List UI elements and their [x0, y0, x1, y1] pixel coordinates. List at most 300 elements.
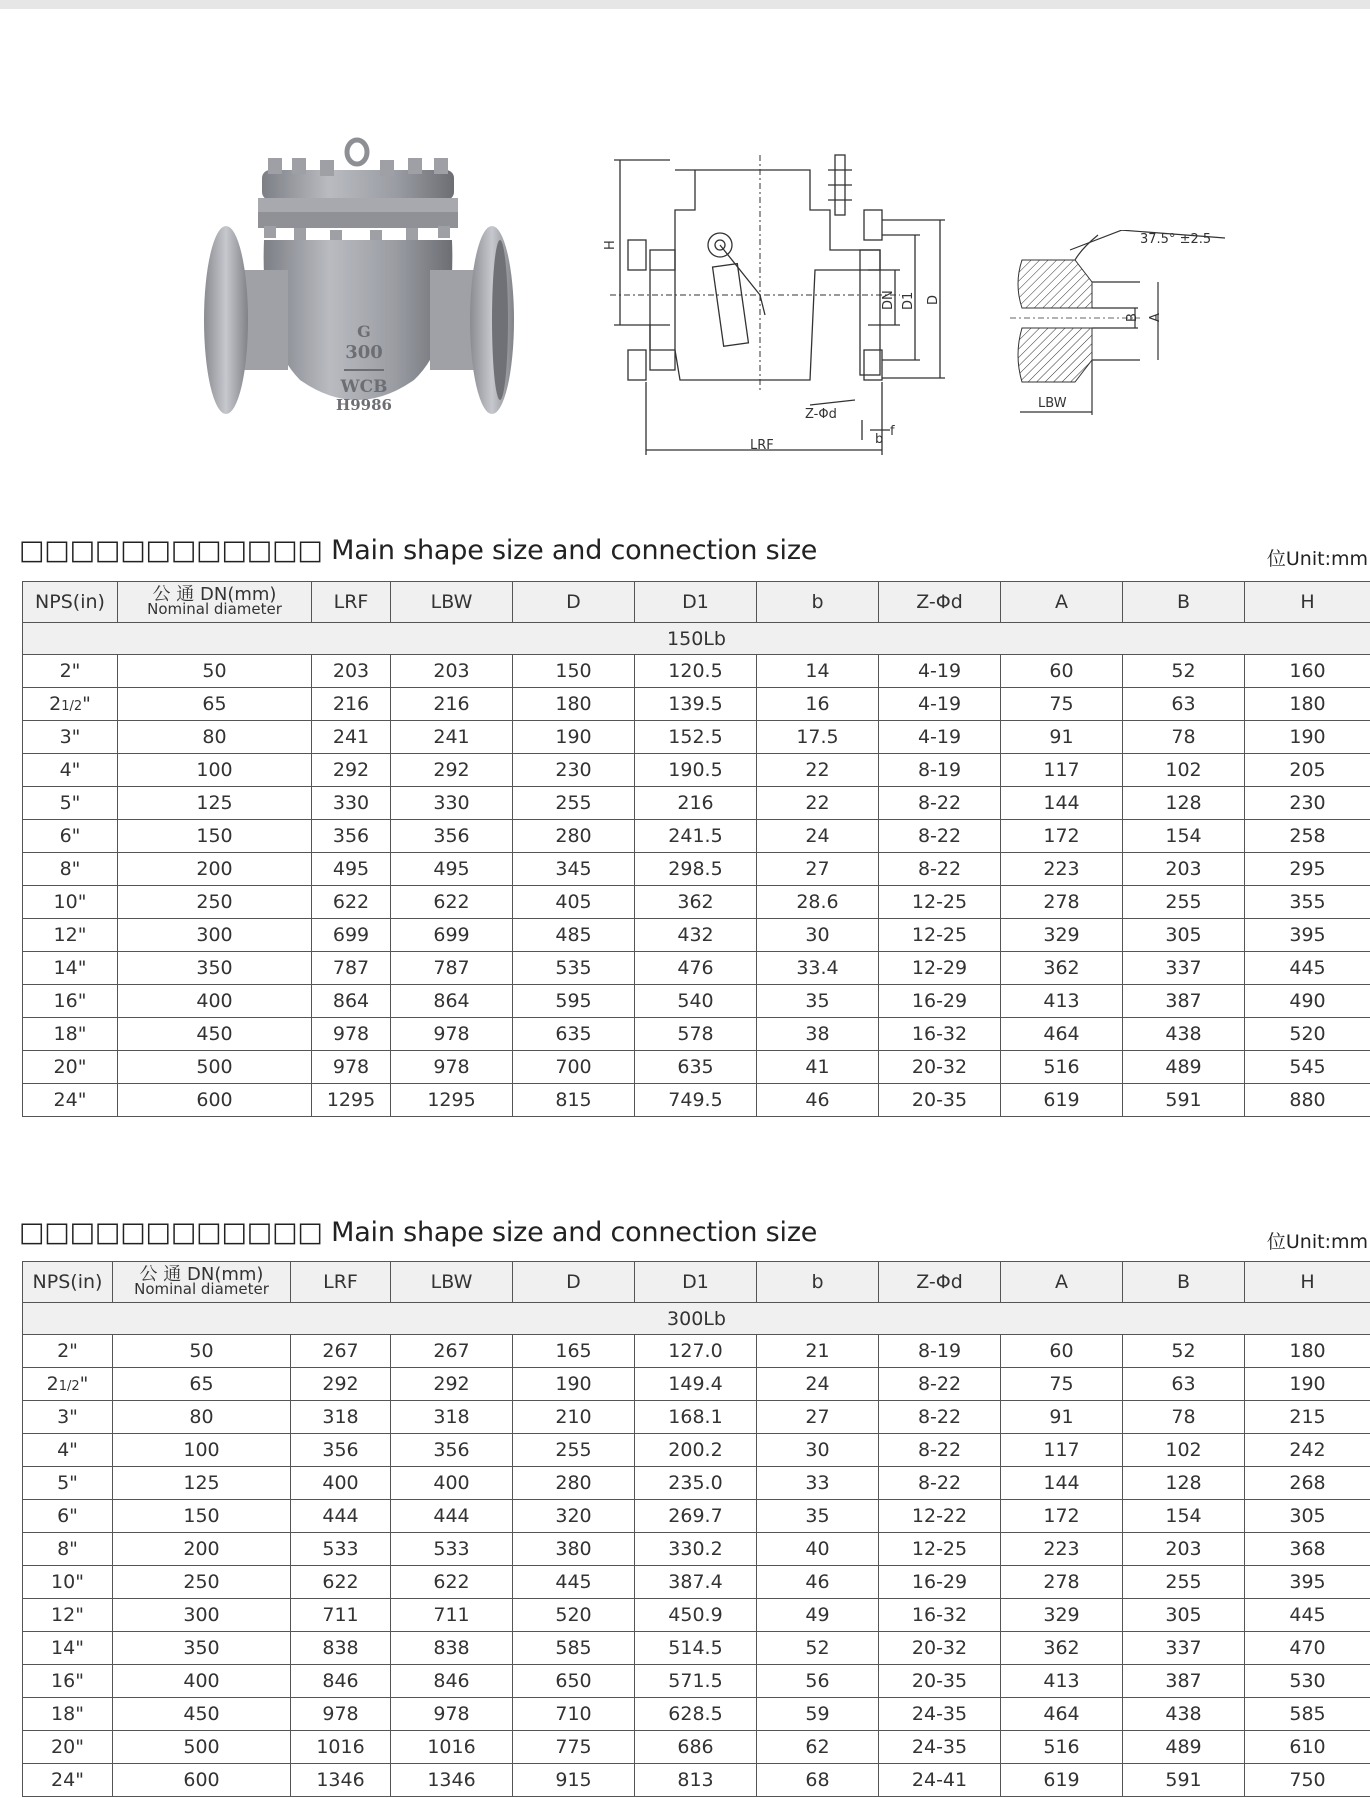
cell-b: 22 — [757, 787, 879, 820]
cell-d1: 450.9 — [635, 1599, 757, 1632]
cell-zphid: 12-25 — [879, 1533, 1001, 1566]
cell-h: 545 — [1245, 1051, 1370, 1084]
header-d: D — [513, 1262, 635, 1303]
cell-lbw: 787 — [391, 952, 513, 985]
cell-a: 464 — [1001, 1698, 1123, 1731]
cell-bb: 337 — [1123, 952, 1245, 985]
cell-nps: 16" — [23, 1665, 113, 1698]
cell-zphid: 16-29 — [879, 985, 1001, 1018]
cell-bb: 255 — [1123, 886, 1245, 919]
cell-lbw: 978 — [391, 1051, 513, 1084]
header-dn-line2: Nominal diameter — [147, 600, 282, 618]
cell-b: 22 — [757, 754, 879, 787]
cell-bb: 489 — [1123, 1731, 1245, 1764]
cell-nps: 4" — [23, 754, 118, 787]
cell-d: 535 — [513, 952, 635, 985]
table-row — [23, 1051, 1370, 1084]
cell-dn: 150 — [113, 1500, 291, 1533]
header-zphid: Z-Φd — [879, 582, 1001, 623]
cell-lrf: 864 — [312, 985, 391, 1018]
cell-h: 190 — [1245, 1368, 1370, 1401]
cell-nps: 21/2" — [23, 1368, 113, 1401]
cell-nps: 12" — [23, 1599, 113, 1632]
header-lrf: LRF — [312, 582, 391, 623]
cell-lbw: 267 — [391, 1335, 513, 1368]
cell-d1: 200.2 — [635, 1434, 757, 1467]
cell-zphid: 20-35 — [879, 1665, 1001, 1698]
cell-b: 16 — [757, 688, 879, 721]
cell-lbw: 292 — [391, 1368, 513, 1401]
cell-zphid: 4-19 — [879, 721, 1001, 754]
cell-lrf: 533 — [291, 1533, 391, 1566]
dim-label-f: f — [890, 424, 895, 439]
pressure-class-label: 300Lb — [23, 1303, 1370, 1335]
spec-table-300lb — [22, 1261, 1370, 1797]
cell-nps: 18" — [23, 1698, 113, 1731]
cell-d: 230 — [513, 754, 635, 787]
cell-d: 210 — [513, 1401, 635, 1434]
cell-d1: 476 — [635, 952, 757, 985]
cell-b: 38 — [757, 1018, 879, 1051]
dim-label-b: b — [875, 432, 884, 447]
cell-a: 619 — [1001, 1764, 1123, 1797]
cell-lrf: 846 — [291, 1665, 391, 1698]
cell-a: 516 — [1001, 1051, 1123, 1084]
cell-lrf: 330 — [312, 787, 391, 820]
table-row — [23, 1764, 1370, 1797]
cell-zphid: 8-22 — [879, 853, 1001, 886]
cell-d: 595 — [513, 985, 635, 1018]
cell-a: 117 — [1001, 754, 1123, 787]
header-dn — [118, 582, 312, 623]
dim-label-b-bore: B — [1125, 313, 1140, 322]
cell-d: 700 — [513, 1051, 635, 1084]
header-dn — [113, 1262, 291, 1303]
cell-b: 56 — [757, 1665, 879, 1698]
cell-bb: 102 — [1123, 754, 1245, 787]
valve-section-drawing — [600, 150, 960, 480]
dim-label-lrf: LRF — [750, 438, 774, 453]
cell-lbw: 444 — [391, 1500, 513, 1533]
table-row — [23, 1434, 1370, 1467]
weld-end-detail — [1010, 230, 1250, 430]
header-d: D — [513, 582, 635, 623]
valve-photo — [200, 130, 540, 480]
cell-d: 485 — [513, 919, 635, 952]
header-lbw: LBW — [391, 1262, 513, 1303]
cell-bb: 387 — [1123, 985, 1245, 1018]
cell-h: 258 — [1245, 820, 1370, 853]
header-a: A — [1001, 1262, 1123, 1303]
dim-label-d1: D1 — [901, 291, 916, 310]
cell-a: 464 — [1001, 1018, 1123, 1051]
cell-lrf: 292 — [312, 754, 391, 787]
cell-a: 223 — [1001, 853, 1123, 886]
cell-dn: 200 — [118, 853, 312, 886]
cell-dn: 450 — [113, 1698, 291, 1731]
cell-lbw: 203 — [391, 655, 513, 688]
cell-nps: 3" — [23, 1401, 113, 1434]
cell-lrf: 711 — [291, 1599, 391, 1632]
cell-h: 180 — [1245, 1335, 1370, 1368]
cell-a: 278 — [1001, 886, 1123, 919]
cell-h: 490 — [1245, 985, 1370, 1018]
cell-h: 445 — [1245, 952, 1370, 985]
cell-b: 59 — [757, 1698, 879, 1731]
cell-lbw: 292 — [391, 754, 513, 787]
cell-dn: 80 — [113, 1401, 291, 1434]
cell-h: 268 — [1245, 1467, 1370, 1500]
cell-zphid: 12-25 — [879, 919, 1001, 952]
cell-bb: 102 — [1123, 1434, 1245, 1467]
dim-label-lbw: LBW — [1038, 396, 1067, 411]
cell-zphid: 8-22 — [879, 1467, 1001, 1500]
cell-h: 470 — [1245, 1632, 1370, 1665]
cell-d: 190 — [513, 721, 635, 754]
cell-nps: 12" — [23, 919, 118, 952]
cell-bb: 255 — [1123, 1566, 1245, 1599]
cell-h: 242 — [1245, 1434, 1370, 1467]
header-dn-line2: Nominal diameter — [134, 1280, 269, 1298]
cell-a: 413 — [1001, 985, 1123, 1018]
cell-d: 635 — [513, 1018, 635, 1051]
cell-lrf: 495 — [312, 853, 391, 886]
cell-zphid: 8-22 — [879, 1434, 1001, 1467]
cell-zphid: 8-22 — [879, 820, 1001, 853]
cell-lrf: 787 — [312, 952, 391, 985]
cell-zphid: 4-19 — [879, 688, 1001, 721]
header-dn-line1: 公 通 DN(mm) — [139, 1264, 264, 1285]
cell-d1: 362 — [635, 886, 757, 919]
cell-d1: 216 — [635, 787, 757, 820]
cell-b: 24 — [757, 1368, 879, 1401]
cell-b: 35 — [757, 1500, 879, 1533]
cell-nps: 6" — [23, 820, 118, 853]
cell-bb: 387 — [1123, 1665, 1245, 1698]
cell-d1: 235.0 — [635, 1467, 757, 1500]
table-row — [23, 754, 1370, 787]
cell-a: 117 — [1001, 1434, 1123, 1467]
cell-d1: 813 — [635, 1764, 757, 1797]
cell-zphid: 16-29 — [879, 1566, 1001, 1599]
cell-bb: 203 — [1123, 853, 1245, 886]
cell-lbw: 400 — [391, 1467, 513, 1500]
table-row — [23, 1500, 1370, 1533]
cell-dn: 500 — [113, 1731, 291, 1764]
cell-d: 445 — [513, 1566, 635, 1599]
cell-zphid: 16-32 — [879, 1599, 1001, 1632]
cell-h: 230 — [1245, 787, 1370, 820]
cell-zphid: 16-32 — [879, 1018, 1001, 1051]
cell-nps: 8" — [23, 853, 118, 886]
cell-dn: 150 — [118, 820, 312, 853]
cell-nps: 2" — [23, 1335, 113, 1368]
cell-nps: 18" — [23, 1018, 118, 1051]
cell-dn: 125 — [113, 1467, 291, 1500]
cell-bb: 489 — [1123, 1051, 1245, 1084]
table-row — [23, 721, 1370, 754]
table-row — [23, 688, 1370, 721]
cell-a: 60 — [1001, 1335, 1123, 1368]
cell-a: 91 — [1001, 1401, 1123, 1434]
table-row — [23, 1533, 1370, 1566]
cell-d1: 152.5 — [635, 721, 757, 754]
cell-bb: 203 — [1123, 1533, 1245, 1566]
cell-bb: 305 — [1123, 1599, 1245, 1632]
cell-b: 28.6 — [757, 886, 879, 919]
cell-a: 413 — [1001, 1665, 1123, 1698]
cell-d: 585 — [513, 1632, 635, 1665]
table-row — [23, 952, 1370, 985]
cell-lrf: 356 — [312, 820, 391, 853]
table-row — [23, 1566, 1370, 1599]
cell-lrf: 356 — [291, 1434, 391, 1467]
cell-lbw: 711 — [391, 1599, 513, 1632]
unit-label: 位Unit:mm — [1266, 548, 1368, 570]
cell-d: 775 — [513, 1731, 635, 1764]
cell-lbw: 622 — [391, 1566, 513, 1599]
table-header-row — [23, 1262, 1370, 1303]
cell-d1: 686 — [635, 1731, 757, 1764]
cell-dn: 50 — [118, 655, 312, 688]
cell-d: 255 — [513, 1434, 635, 1467]
cell-bb: 52 — [1123, 655, 1245, 688]
casting-mark: WCB — [340, 377, 388, 397]
cell-h: 395 — [1245, 1566, 1370, 1599]
cell-d: 255 — [513, 787, 635, 820]
cell-zphid: 20-32 — [879, 1632, 1001, 1665]
cell-zphid: 12-25 — [879, 886, 1001, 919]
cell-lrf: 400 — [291, 1467, 391, 1500]
cell-b: 27 — [757, 1401, 879, 1434]
table-row — [23, 1731, 1370, 1764]
cell-d1: 432 — [635, 919, 757, 952]
cell-b: 27 — [757, 853, 879, 886]
cell-d: 165 — [513, 1335, 635, 1368]
cell-dn: 350 — [113, 1632, 291, 1665]
cell-a: 329 — [1001, 1599, 1123, 1632]
cell-d1: 387.4 — [635, 1566, 757, 1599]
cell-dn: 300 — [113, 1599, 291, 1632]
cell-d1: 578 — [635, 1018, 757, 1051]
cell-dn: 600 — [113, 1764, 291, 1797]
cell-h: 368 — [1245, 1533, 1370, 1566]
cell-bb: 128 — [1123, 1467, 1245, 1500]
cell-d: 320 — [513, 1500, 635, 1533]
table-row — [23, 985, 1370, 1018]
cell-d: 650 — [513, 1665, 635, 1698]
figures-area — [0, 130, 1370, 480]
cell-lbw: 978 — [391, 1018, 513, 1051]
cell-d1: 139.5 — [635, 688, 757, 721]
cell-lrf: 318 — [291, 1401, 391, 1434]
cell-h: 530 — [1245, 1665, 1370, 1698]
cell-nps: 10" — [23, 1566, 113, 1599]
cell-lbw: 622 — [391, 886, 513, 919]
pressure-class-row — [23, 1303, 1370, 1335]
cell-lrf: 622 — [312, 886, 391, 919]
cell-bb: 128 — [1123, 787, 1245, 820]
cell-h: 190 — [1245, 721, 1370, 754]
cell-b: 14 — [757, 655, 879, 688]
cell-h: 520 — [1245, 1018, 1370, 1051]
cell-a: 75 — [1001, 1368, 1123, 1401]
cell-dn: 400 — [113, 1665, 291, 1698]
cell-lrf: 203 — [312, 655, 391, 688]
cell-d1: 540 — [635, 985, 757, 1018]
top-bar — [0, 0, 1370, 9]
cell-h: 610 — [1245, 1731, 1370, 1764]
cell-nps: 6" — [23, 1500, 113, 1533]
cell-lrf: 838 — [291, 1632, 391, 1665]
cell-lbw: 216 — [391, 688, 513, 721]
header-bb: B — [1123, 582, 1245, 623]
cell-lbw: 241 — [391, 721, 513, 754]
cell-nps: 4" — [23, 1434, 113, 1467]
cell-b: 21 — [757, 1335, 879, 1368]
cell-lbw: 495 — [391, 853, 513, 886]
cell-nps: 16" — [23, 985, 118, 1018]
cell-a: 144 — [1001, 787, 1123, 820]
cell-nps: 5" — [23, 787, 118, 820]
cell-b: 68 — [757, 1764, 879, 1797]
table-row — [23, 1665, 1370, 1698]
spec-table-150lb — [22, 581, 1370, 1117]
cell-d1: 628.5 — [635, 1698, 757, 1731]
cell-bb: 154 — [1123, 820, 1245, 853]
cell-a: 91 — [1001, 721, 1123, 754]
dim-label-d: D — [926, 294, 941, 305]
cell-lrf: 216 — [312, 688, 391, 721]
cell-a: 223 — [1001, 1533, 1123, 1566]
cell-lrf: 699 — [312, 919, 391, 952]
cell-nps: 24" — [23, 1084, 118, 1117]
dim-label-dn: DN — [881, 290, 896, 310]
cell-h: 880 — [1245, 1084, 1370, 1117]
cell-lbw: 318 — [391, 1401, 513, 1434]
cell-zphid: 4-19 — [879, 655, 1001, 688]
cell-dn: 100 — [118, 754, 312, 787]
cell-bb: 305 — [1123, 919, 1245, 952]
header-d1: D1 — [635, 1262, 757, 1303]
cell-d1: 168.1 — [635, 1401, 757, 1434]
cell-zphid: 24-41 — [879, 1764, 1001, 1797]
cell-nps: 21/2" — [23, 688, 118, 721]
header-b: b — [757, 582, 879, 623]
cell-b: 24 — [757, 820, 879, 853]
cell-b: 49 — [757, 1599, 879, 1632]
table-row — [23, 919, 1370, 952]
cell-b: 40 — [757, 1533, 879, 1566]
cell-dn: 65 — [113, 1368, 291, 1401]
cell-b: 52 — [757, 1632, 879, 1665]
header-bb: B — [1123, 1262, 1245, 1303]
cell-lbw: 330 — [391, 787, 513, 820]
header-dn-line1: 公 通 DN(mm) — [152, 584, 277, 605]
cell-b: 62 — [757, 1731, 879, 1764]
cell-zphid: 24-35 — [879, 1698, 1001, 1731]
cell-lrf: 978 — [312, 1051, 391, 1084]
cell-a: 278 — [1001, 1566, 1123, 1599]
cell-zphid: 8-19 — [879, 1335, 1001, 1368]
table-row — [23, 1599, 1370, 1632]
cell-nps: 5" — [23, 1467, 113, 1500]
table-row — [23, 1401, 1370, 1434]
cell-nps: 10" — [23, 886, 118, 919]
cell-dn: 250 — [118, 886, 312, 919]
cell-zphid: 12-29 — [879, 952, 1001, 985]
pressure-class-label: 150Lb — [23, 623, 1370, 655]
dim-label-h: H — [603, 240, 618, 250]
table-row — [23, 853, 1370, 886]
cell-zphid: 8-22 — [879, 1368, 1001, 1401]
cell-d1: 514.5 — [635, 1632, 757, 1665]
cell-b: 30 — [757, 1434, 879, 1467]
cell-nps: 8" — [23, 1533, 113, 1566]
cell-a: 172 — [1001, 820, 1123, 853]
cell-lbw: 838 — [391, 1632, 513, 1665]
header-lrf: LRF — [291, 1262, 391, 1303]
cell-d: 180 — [513, 688, 635, 721]
cell-lbw: 1016 — [391, 1731, 513, 1764]
cell-a: 329 — [1001, 919, 1123, 952]
section-title: □□□□□□□□□□□□ Main shape size and connection size — [19, 1217, 818, 1248]
header-d1: D1 — [635, 582, 757, 623]
table-row — [23, 1018, 1370, 1051]
table-row — [23, 820, 1370, 853]
cell-bb: 438 — [1123, 1698, 1245, 1731]
cell-dn: 300 — [118, 919, 312, 952]
cell-d1: 749.5 — [635, 1084, 757, 1117]
cell-b: 33.4 — [757, 952, 879, 985]
cell-d1: 635 — [635, 1051, 757, 1084]
table-row — [23, 1368, 1370, 1401]
cell-lrf: 978 — [291, 1698, 391, 1731]
cell-a: 516 — [1001, 1731, 1123, 1764]
cell-lrf: 444 — [291, 1500, 391, 1533]
cell-a: 362 — [1001, 952, 1123, 985]
cell-dn: 100 — [113, 1434, 291, 1467]
cell-lrf: 1295 — [312, 1084, 391, 1117]
cell-b: 17.5 — [757, 721, 879, 754]
cell-nps: 3" — [23, 721, 118, 754]
cell-h: 205 — [1245, 754, 1370, 787]
cell-lbw: 1295 — [391, 1084, 513, 1117]
cell-lbw: 699 — [391, 919, 513, 952]
cell-d: 280 — [513, 820, 635, 853]
cell-d: 345 — [513, 853, 635, 886]
cell-dn: 200 — [113, 1533, 291, 1566]
cell-h: 355 — [1245, 886, 1370, 919]
cell-zphid: 8-19 — [879, 754, 1001, 787]
cell-dn: 65 — [118, 688, 312, 721]
dim-label-a: A — [1148, 313, 1163, 322]
cell-h: 295 — [1245, 853, 1370, 886]
cell-a: 144 — [1001, 1467, 1123, 1500]
fraction-glyph: 1/2 — [61, 699, 83, 714]
cell-dn: 600 — [118, 1084, 312, 1117]
cell-bb: 63 — [1123, 1368, 1245, 1401]
cell-h: 305 — [1245, 1500, 1370, 1533]
table-header-row — [23, 582, 1370, 623]
cell-b: 33 — [757, 1467, 879, 1500]
cell-h: 750 — [1245, 1764, 1370, 1797]
header-h: H — [1245, 1262, 1370, 1303]
cell-a: 619 — [1001, 1084, 1123, 1117]
header-a: A — [1001, 582, 1123, 623]
cell-d: 915 — [513, 1764, 635, 1797]
cell-zphid: 8-22 — [879, 787, 1001, 820]
